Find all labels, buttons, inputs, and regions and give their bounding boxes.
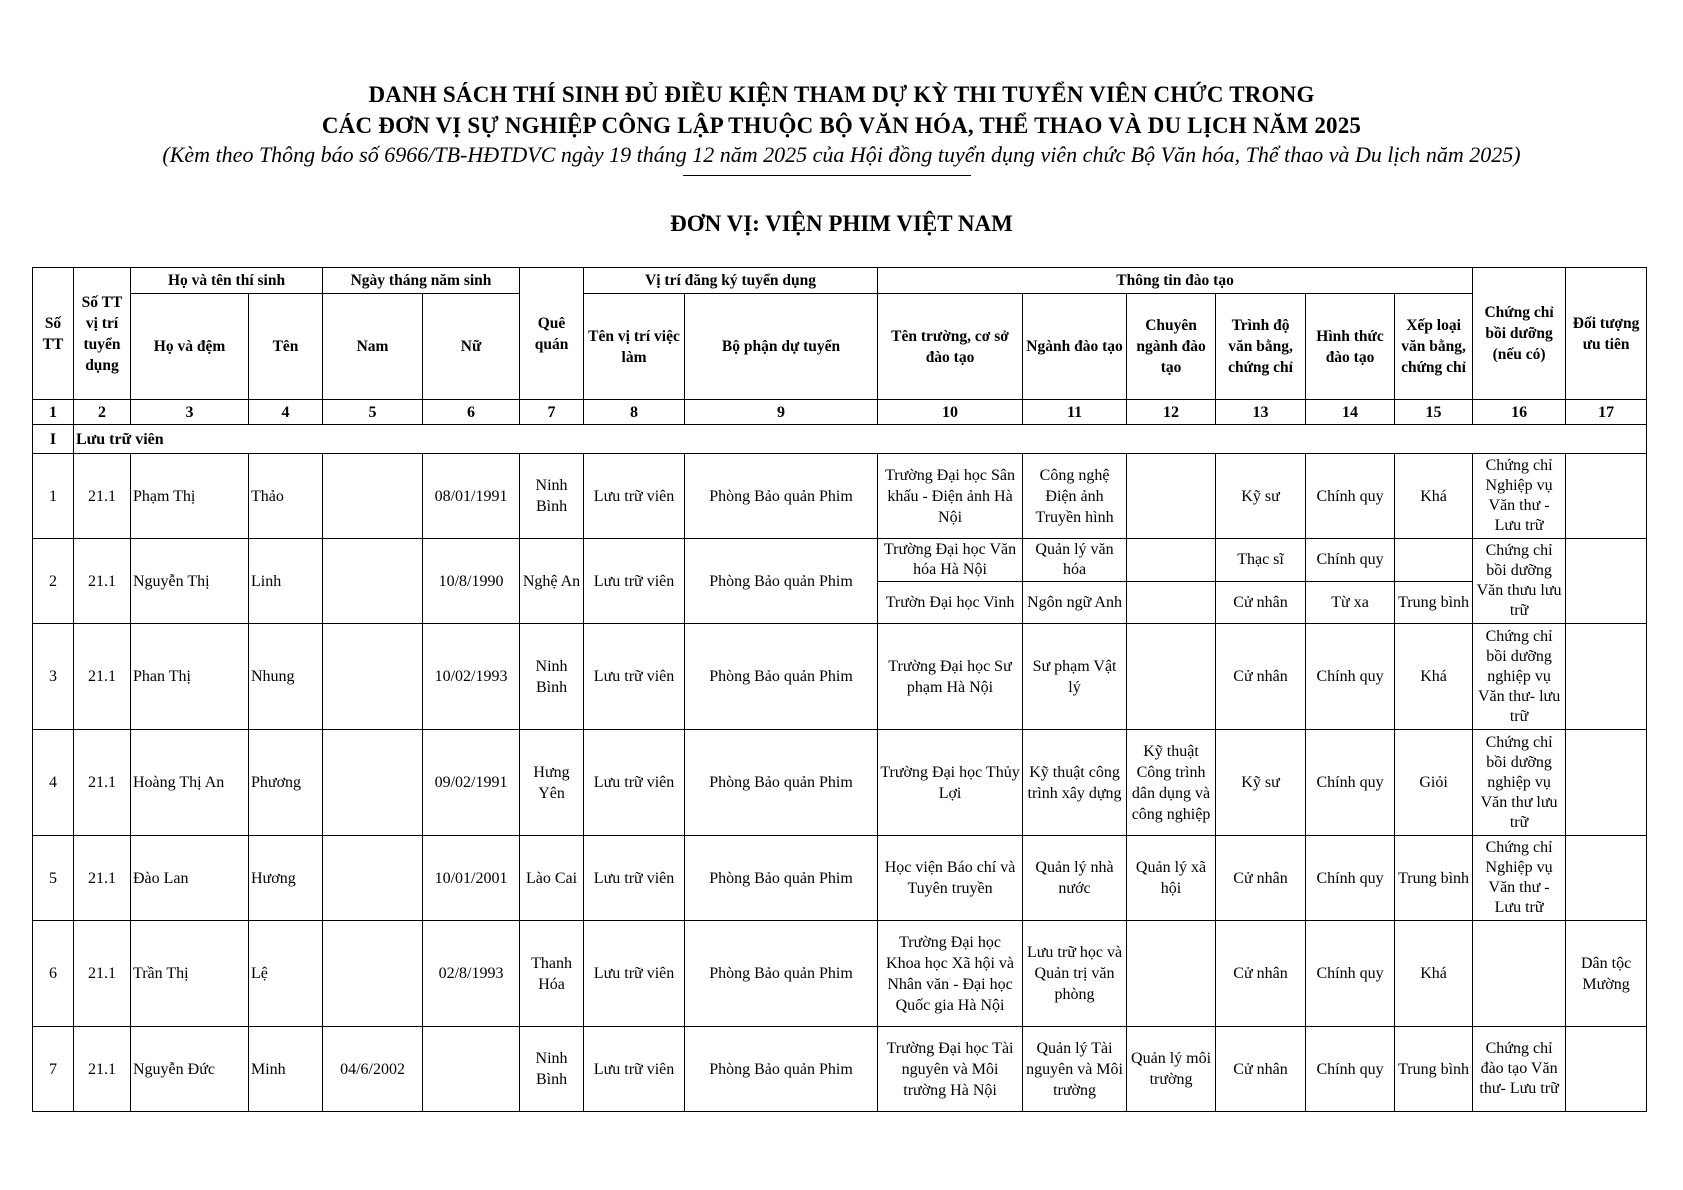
row-ten-vitri: Lưu trữ viên: [584, 624, 685, 730]
document-title-line-2: CÁC ĐƠN VỊ SỰ NGHIỆP CÔNG LẬP THUỘC BỘ VĂN HÓA, THỂ THAO VÀ DU LỊCH NĂM 2025: [321, 113, 1362, 138]
row-nganh: Ngôn ngữ Anh: [1023, 582, 1127, 624]
row-nu: [423, 1027, 520, 1112]
candidate-table: [32, 267, 1647, 1112]
header-ten: Tên: [249, 294, 323, 400]
row-nu: 10/02/1993: [423, 624, 520, 730]
row-doi-tuong: [1566, 454, 1647, 539]
row-chung-chi: Chứng chỉ Nghiệp vụ Văn thư - Lưu trữ: [1473, 836, 1566, 921]
row-nam: [323, 730, 423, 836]
row-bo-phan: Phòng Bảo quản Phim: [685, 921, 878, 1027]
table-row: [33, 539, 1647, 582]
section-index: I: [33, 425, 74, 454]
row-ho-dem: Nguyễn Thị: [131, 539, 249, 624]
row-hinh-thuc: Chính quy: [1306, 836, 1395, 921]
row-ten: Hương: [249, 836, 323, 921]
row-bo-phan: Phòng Bảo quản Phim: [685, 836, 878, 921]
row-nu: 10/01/2001: [423, 836, 520, 921]
row-doi-tuong: [1566, 539, 1647, 624]
row-ho-dem: Trần Thị: [131, 921, 249, 1027]
column-number-row: [33, 400, 1647, 425]
header-ho-dem: Họ và đệm: [131, 294, 249, 400]
row-stt: 4: [33, 730, 74, 836]
row-doi-tuong: Dân tộc Mường: [1566, 921, 1647, 1027]
row-vitri-stt: 21.1: [74, 730, 131, 836]
row-chuyen-nganh: Quản lý xã hội: [1127, 836, 1216, 921]
row-hinh-thuc: Chính quy: [1306, 921, 1395, 1027]
row-nganh: Quản lý Tài nguyên và Môi trường: [1023, 1027, 1127, 1112]
row-trinh-do: Cử nhân: [1216, 921, 1306, 1027]
row-nam: [323, 454, 423, 539]
row-nganh: Công nghệ Điện ảnh Truyền hình: [1023, 454, 1127, 539]
row-nganh: Quản lý nhà nước: [1023, 836, 1127, 921]
row-vitri-stt: 21.1: [74, 454, 131, 539]
row-bo-phan: Phòng Bảo quản Phim: [685, 624, 878, 730]
header-ngaysinh-group: Ngày tháng năm sinh: [323, 268, 520, 294]
header-chung-chi: Chứng chỉ bồi dưỡng (nếu có): [1473, 268, 1566, 400]
row-xep-loai: Trung bình: [1395, 836, 1473, 921]
row-ten: Thảo: [249, 454, 323, 539]
row-hinh-thuc: Chính quy: [1306, 454, 1395, 539]
row-nam: [323, 836, 423, 921]
column-number: 15: [1395, 400, 1473, 425]
row-trinh-do: Cử nhân: [1216, 836, 1306, 921]
row-ten: Lệ: [249, 921, 323, 1027]
row-doi-tuong: [1566, 624, 1647, 730]
row-doi-tuong: [1566, 836, 1647, 921]
header-nam: Nam: [323, 294, 423, 400]
row-chuyen-nganh: [1127, 582, 1216, 624]
header-bo-phan: Bộ phận dự tuyển: [685, 294, 878, 400]
row-xep-loai: Trung bình: [1395, 582, 1473, 624]
header-nganh: Ngành đào tạo: [1023, 294, 1127, 400]
row-stt: 2: [33, 539, 74, 624]
row-ho-dem: Nguyễn Đức: [131, 1027, 249, 1112]
row-ten: Linh: [249, 539, 323, 624]
row-chuyen-nganh: Quản lý môi trường: [1127, 1027, 1216, 1112]
column-number: 9: [685, 400, 878, 425]
row-vitri-stt: 21.1: [74, 836, 131, 921]
header-ten-vitri: Tên vị trí việc làm: [584, 294, 685, 400]
row-xep-loai: Giỏi: [1395, 730, 1473, 836]
row-ten-vitri: Lưu trữ viên: [584, 454, 685, 539]
subtitle-underline: [683, 175, 971, 176]
table-row: [33, 1027, 1647, 1112]
row-truong: Trường Đại học Khoa học Xã hội và Nhân văn - Đại học Quốc gia Hà Nội: [878, 921, 1023, 1027]
column-number: 1: [33, 400, 74, 425]
row-bo-phan: Phòng Bảo quản Phim: [685, 454, 878, 539]
row-chung-chi: Chứng chỉ Nghiệp vụ Văn thư - Lưu trữ: [1473, 454, 1566, 539]
header-xep-loai: Xếp loại văn bằng, chứng chỉ: [1395, 294, 1473, 400]
header-hinh-thuc: Hình thức đào tạo: [1306, 294, 1395, 400]
row-chung-chi: [1473, 921, 1566, 1027]
row-xep-loai: Khá: [1395, 454, 1473, 539]
row-chuyen-nganh: [1127, 921, 1216, 1027]
row-bo-phan: Phòng Bảo quản Phim: [685, 730, 878, 836]
row-truong: Trường Đại học Tài nguyên và Môi trường Hà Nội: [878, 1027, 1023, 1112]
header-trinh-do: Trình độ văn bằng, chứng chỉ: [1216, 294, 1306, 400]
column-number: 2: [74, 400, 131, 425]
row-hinh-thuc: Chính quy: [1306, 624, 1395, 730]
table-row: [33, 836, 1647, 921]
row-xep-loai: Trung bình: [1395, 1027, 1473, 1112]
header-stt: Số TT: [33, 268, 74, 400]
row-truong: Trườn Đại học Vinh: [878, 582, 1023, 624]
row-hinh-thuc: Chính quy: [1306, 730, 1395, 836]
row-nu: 02/8/1993: [423, 921, 520, 1027]
header-hoten-group: Họ và tên thí sinh: [131, 268, 323, 294]
row-que-quan: Lào Cai: [520, 836, 584, 921]
header-doi-tuong: Đối tượng ưu tiên: [1566, 268, 1647, 400]
row-stt: 1: [33, 454, 74, 539]
row-ten-vitri: Lưu trữ viên: [584, 730, 685, 836]
row-trinh-do: Cử nhân: [1216, 1027, 1306, 1112]
column-number: 11: [1023, 400, 1127, 425]
row-trinh-do: Cử nhân: [1216, 582, 1306, 624]
row-vitri-stt: 21.1: [74, 624, 131, 730]
row-que-quan: Ninh Bình: [520, 624, 584, 730]
row-truong: Học viện Báo chí và Tuyên truyền: [878, 836, 1023, 921]
document-subtitle: (Kèm theo Thông báo số 6966/TB-HĐTDVC ngày 19 tháng 12 năm 2025 của Hội đồng tuyển dụng viên chức Bộ Văn hóa, Thể thao và Du lịch năm 2025): [162, 142, 1521, 167]
table-row: [33, 921, 1647, 1027]
row-doi-tuong: [1566, 730, 1647, 836]
row-stt: 7: [33, 1027, 74, 1112]
row-hinh-thuc: Từ xa: [1306, 582, 1395, 624]
row-chuyen-nganh: [1127, 624, 1216, 730]
row-bo-phan: Phòng Bảo quản Phim: [685, 1027, 878, 1112]
row-que-quan: Ninh Bình: [520, 1027, 584, 1112]
row-nu: 10/8/1990: [423, 539, 520, 624]
row-chuyen-nganh: [1127, 454, 1216, 539]
column-number: 8: [584, 400, 685, 425]
row-ho-dem: Đào Lan: [131, 836, 249, 921]
row-truong: Trường Đại học Sư phạm Hà Nội: [878, 624, 1023, 730]
section-row: [33, 425, 1647, 454]
unit-title: ĐƠN VỊ: VIỆN PHIM VIỆT NAM: [670, 211, 1013, 236]
row-nam: [323, 624, 423, 730]
column-number: 7: [520, 400, 584, 425]
row-ten-vitri: Lưu trữ viên: [584, 1027, 685, 1112]
row-bo-phan: Phòng Bảo quản Phim: [685, 539, 878, 624]
row-chung-chi: Chứng chỉ bồi dưỡng nghiệp vụ Văn thư lưu trữ: [1473, 730, 1566, 836]
header-nu: Nữ: [423, 294, 520, 400]
row-chuyen-nganh: [1127, 539, 1216, 582]
header-chuyen-nganh: Chuyên ngành đào tạo: [1127, 294, 1216, 400]
row-nam: [323, 921, 423, 1027]
row-truong: Trường Đại học Thủy Lợi: [878, 730, 1023, 836]
row-xep-loai: [1395, 539, 1473, 582]
row-que-quan: Thanh Hóa: [520, 921, 584, 1027]
column-number: 16: [1473, 400, 1566, 425]
column-number: 4: [249, 400, 323, 425]
row-vitri-stt: 21.1: [74, 1027, 131, 1112]
row-xep-loai: Khá: [1395, 921, 1473, 1027]
row-chung-chi: Chứng chỉ bồi dưỡng nghiệp vụ Văn thư- lưu trữ: [1473, 624, 1566, 730]
document-title-line-1: DANH SÁCH THÍ SINH ĐỦ ĐIỀU KIỆN THAM DỰ KỲ THI TUYỂN VIÊN CHỨC TRONG: [368, 82, 1315, 107]
column-number: 14: [1306, 400, 1395, 425]
column-number: 3: [131, 400, 249, 425]
header-daotao-group: Thông tin đào tạo: [878, 268, 1473, 294]
row-ten: Phương: [249, 730, 323, 836]
table-row: [33, 730, 1647, 836]
row-que-quan: Ninh Bình: [520, 454, 584, 539]
row-trinh-do: Kỹ sư: [1216, 730, 1306, 836]
row-chuyen-nganh: Kỹ thuật Công trình dân dụng và công nghiệp: [1127, 730, 1216, 836]
row-nam: [323, 539, 423, 624]
table-row: [33, 624, 1647, 730]
header-vitri-group: Vị trí đăng ký tuyển dụng: [584, 268, 878, 294]
row-ten-vitri: Lưu trữ viên: [584, 836, 685, 921]
row-ten: Minh: [249, 1027, 323, 1112]
row-nganh: Sư phạm Vật lý: [1023, 624, 1127, 730]
column-number: 17: [1566, 400, 1647, 425]
row-ho-dem: Hoàng Thị An: [131, 730, 249, 836]
row-stt: 3: [33, 624, 74, 730]
row-ho-dem: Phạm Thị: [131, 454, 249, 539]
row-doi-tuong: [1566, 1027, 1647, 1112]
header-que-quan: Quê quán: [520, 268, 584, 400]
row-vitri-stt: 21.1: [74, 539, 131, 624]
row-stt: 5: [33, 836, 74, 921]
column-number: 13: [1216, 400, 1306, 425]
row-nu: 09/02/1991: [423, 730, 520, 836]
table-row: [33, 454, 1647, 539]
row-ten: Nhung: [249, 624, 323, 730]
table-body: [33, 425, 1647, 1112]
row-nganh: Kỹ thuật công trình xây dựng: [1023, 730, 1127, 836]
row-truong: Trường Đại học Sân khấu - Điện ảnh Hà Nội: [878, 454, 1023, 539]
row-hinh-thuc: Chính quy: [1306, 1027, 1395, 1112]
row-xep-loai: Khá: [1395, 624, 1473, 730]
row-ten-vitri: Lưu trữ viên: [584, 539, 685, 624]
column-number: 5: [323, 400, 423, 425]
column-number: 10: [878, 400, 1023, 425]
row-trinh-do: Kỹ sư: [1216, 454, 1306, 539]
header-truong: Tên trường, cơ sở đào tạo: [878, 294, 1023, 400]
table-header: [33, 268, 1647, 425]
row-truong: Trường Đại học Văn hóa Hà Nội: [878, 539, 1023, 582]
row-nganh: Lưu trữ học và Quản trị văn phòng: [1023, 921, 1127, 1027]
row-ho-dem: Phan Thị: [131, 624, 249, 730]
row-nam: 04/6/2002: [323, 1027, 423, 1112]
row-que-quan: Nghệ An: [520, 539, 584, 624]
row-vitri-stt: 21.1: [74, 921, 131, 1027]
column-number: 12: [1127, 400, 1216, 425]
row-chung-chi: Chứng chỉ bồi dưỡng Văn thưu lưu trữ: [1473, 539, 1566, 624]
row-hinh-thuc: Chính quy: [1306, 539, 1395, 582]
row-ten-vitri: Lưu trữ viên: [584, 921, 685, 1027]
section-label: Lưu trữ viên: [74, 425, 1647, 454]
row-nganh: Quản lý văn hóa: [1023, 539, 1127, 582]
row-trinh-do: Thạc sĩ: [1216, 539, 1306, 582]
row-que-quan: Hưng Yên: [520, 730, 584, 836]
column-number: 6: [423, 400, 520, 425]
header-vitri-stt: Số TT vị trí tuyển dụng: [74, 268, 131, 400]
row-nu: 08/01/1991: [423, 454, 520, 539]
row-trinh-do: Cử nhân: [1216, 624, 1306, 730]
row-chung-chi: Chứng chỉ đào tạo Văn thư- Lưu trữ: [1473, 1027, 1566, 1112]
row-stt: 6: [33, 921, 74, 1027]
